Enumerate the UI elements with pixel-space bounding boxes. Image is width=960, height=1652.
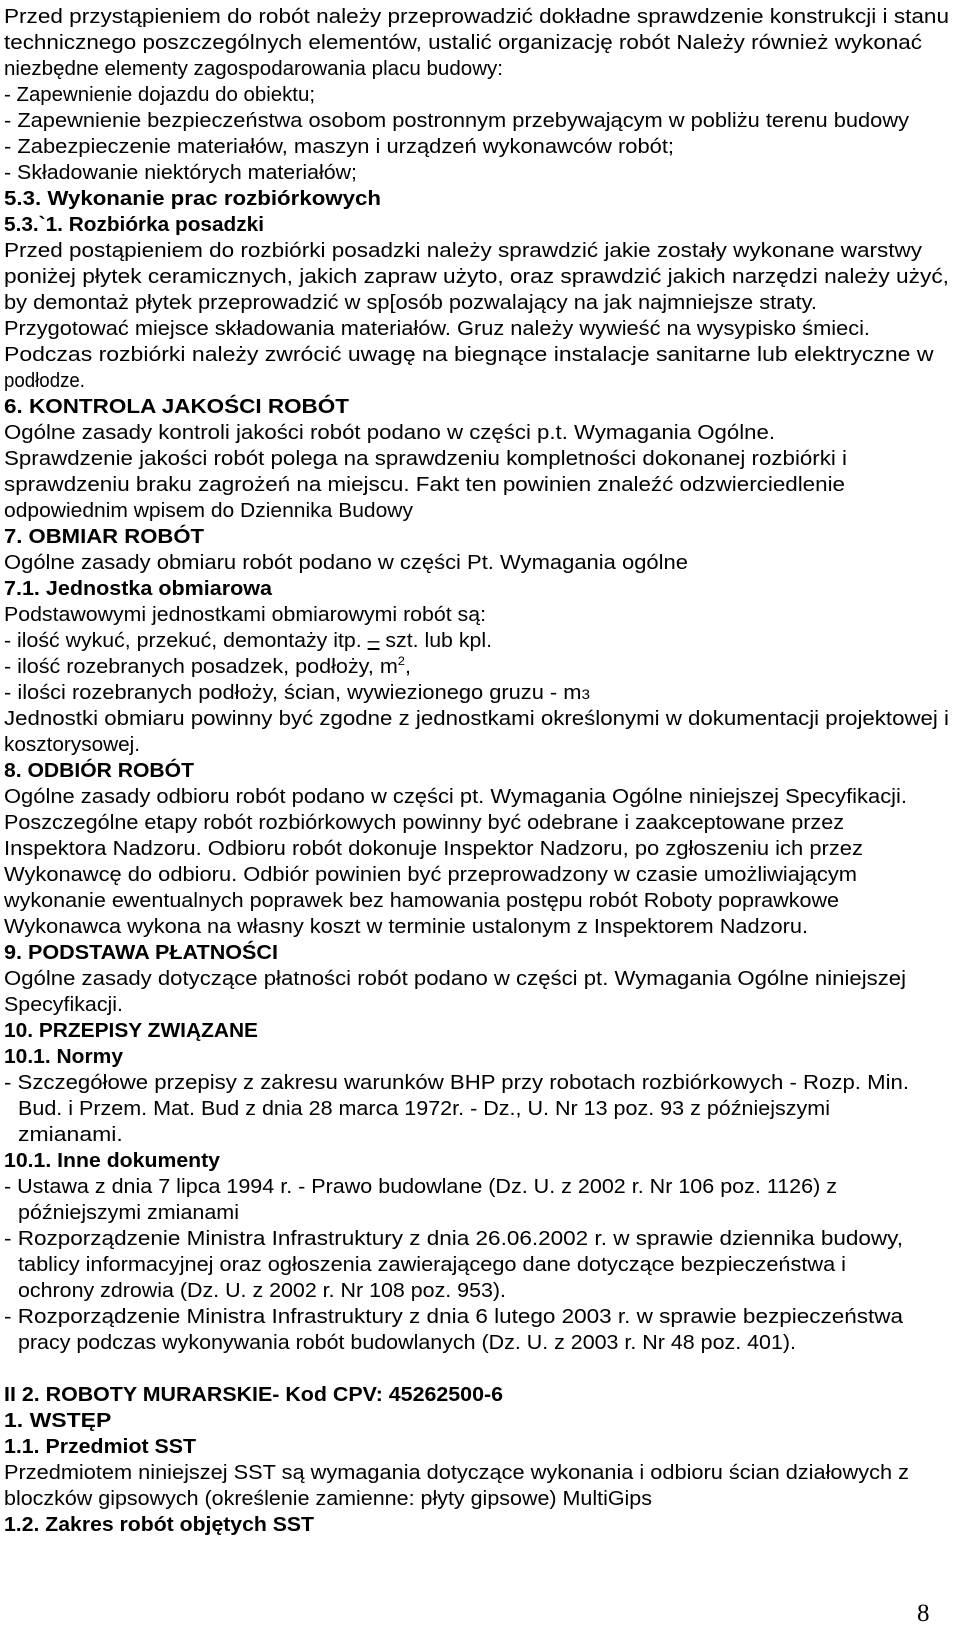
line-text: 8. ODBIÓR ROBÓT xyxy=(4,760,194,782)
line-text: 5.3. Wykonanie prac rozbiórkowych xyxy=(4,188,381,210)
section-heading xyxy=(4,576,272,602)
text-line xyxy=(4,420,775,446)
text-line xyxy=(4,992,123,1018)
text-line xyxy=(4,1174,837,1200)
line-text: Jednostki obmiaru powinny być zgodne z jednostkami określonymi w dokumentacji projektowej i xyxy=(4,708,949,730)
text-line xyxy=(4,966,906,992)
line-text: 10. PRZEPISY ZWIĄZANE xyxy=(4,1020,258,1042)
line-text: - ilości rozebranych podłoży, ścian, wywiezionego gruzu - m xyxy=(4,682,582,704)
line-text: 10.1. Inne dokumenty xyxy=(4,1150,220,1172)
section-heading xyxy=(4,1148,220,1174)
text-line xyxy=(4,1460,909,1486)
section-heading xyxy=(4,1044,123,1070)
line-text: Bud. i Przem. Mat. Bud z dnia 28 marca 1972r. - Dz., U. Nr 13 poz. 93 z późniejszymi xyxy=(18,1098,830,1120)
text-line xyxy=(4,1486,652,1512)
line-text: Przedmiotem niniejszej SST są wymagania dotyczące wykonania i odbioru ścian działowych z xyxy=(4,1462,909,1484)
page-number: 8 xyxy=(917,1600,930,1627)
line-text: 1.1. Przedmiot SST xyxy=(4,1436,196,1458)
line-text: - Zapewnienie dojazdu do obiektu; xyxy=(4,84,315,106)
line-text: późniejszymi zmianami xyxy=(18,1202,239,1224)
line-text: Specyfikacji. xyxy=(4,994,123,1016)
text-line xyxy=(4,654,411,680)
line-text: 7.1. Jednostka obmiarowa xyxy=(4,578,272,600)
text-line xyxy=(4,1226,903,1252)
text-line xyxy=(4,342,933,368)
line-text: by demontaż płytek przeprowadzić w sp[osób pozwalający na jak najmniejsze straty. xyxy=(4,292,817,314)
line-text: Inspektora Nadzoru. Odbioru robót dokonuje Inspektor Nadzoru, po zgłoszeniu ich przez xyxy=(4,838,863,860)
line-text: - Składowanie niektórych materiałów; xyxy=(4,162,357,184)
line-text: - Zapewnienie bezpieczeństwa osobom postronnym przebywającym w pobliżu terenu budowy xyxy=(4,110,909,132)
text-line xyxy=(4,836,863,862)
text-line xyxy=(4,1304,903,1330)
text-line xyxy=(4,628,492,654)
line-text: II 2. ROBOTY MURARSKIE- Kod CPV: 45262500-6 xyxy=(4,1384,504,1406)
line-text: 7. OBMIAR ROBÓT xyxy=(4,526,204,548)
text-line xyxy=(4,810,844,836)
text-line xyxy=(4,446,847,472)
line-text: Ogólne zasady obmiaru robót podano w części Pt. Wymagania ogólne xyxy=(4,552,688,574)
line-text-tail: , xyxy=(405,656,411,678)
text-line xyxy=(4,290,817,316)
line-text: Ogólne zasady dotyczące płatności robót podano w części pt. Wymagania Ogólne niniejszej xyxy=(4,968,906,990)
section-heading xyxy=(4,1018,258,1044)
text-line xyxy=(4,238,922,264)
line-text: - Rozporządzenie Ministra Infrastruktury z dnia 6 lutego 2003 r. w sprawie bezpieczeństwa xyxy=(4,1306,903,1328)
text-line xyxy=(4,862,857,888)
text-line xyxy=(4,368,85,394)
section-heading xyxy=(4,758,194,784)
line-text: sprawdzeniu braku zagrożeń na miejscu. Fakt ten powinien znaleźć odzwierciedlenie xyxy=(4,474,845,496)
line-text: - Ustawa z dnia 7 lipca 1994 r. - Prawo budowlane (Dz. U. z 2002 r. Nr 106 poz. 1126) z xyxy=(4,1176,837,1198)
text-line xyxy=(4,550,688,576)
line-text: 1.2. Zakres robót objętych SST xyxy=(4,1514,314,1536)
section-heading xyxy=(4,212,264,238)
line-text: - ilość rozebranych posadzek, podłoży, m xyxy=(4,656,398,678)
line-text: Wykonawcę do odbioru. Odbiór powinien być przeprowadzony w czasie umożliwiającym xyxy=(4,864,857,886)
line-text: 10.1. Normy xyxy=(4,1046,123,1068)
section-heading xyxy=(4,524,204,550)
section-heading xyxy=(4,394,349,420)
text-line xyxy=(4,82,315,108)
text-line xyxy=(4,784,907,810)
line-text: niezbędne elementy zagospodarowania placu budowy: xyxy=(4,58,503,80)
line-text: podłodze. xyxy=(4,370,85,392)
text-line xyxy=(4,602,486,628)
line-text: Ogólne zasady odbioru robót podano w części pt. Wymagania Ogólne niniejszej Specyfikacji. xyxy=(4,786,908,808)
line-text: 6. KONTROLA JAKOŚCI ROBÓT xyxy=(4,396,350,418)
text-line xyxy=(4,498,413,524)
line-text: Przed postąpieniem do rozbiórki posadzki należy sprawdzić jakie zostały wykonane warstwy xyxy=(4,240,922,262)
text-line xyxy=(4,4,949,30)
text-line xyxy=(18,1278,506,1304)
line-text-tail: szt. lub kpl. xyxy=(379,630,492,652)
line-text: - Zabezpieczenie materiałów, maszyn i urządzeń wykonawców robót; xyxy=(4,136,674,158)
text-line xyxy=(4,706,949,732)
text-line xyxy=(4,888,839,914)
text-line xyxy=(4,108,909,134)
text-line xyxy=(4,680,590,707)
text-line xyxy=(4,316,870,342)
line-text: kosztorysowej. xyxy=(4,734,140,756)
section-heading xyxy=(4,1408,111,1434)
section-heading xyxy=(4,186,381,212)
line-text: wykonanie ewentualnych poprawek bez hamowania postępu robót Roboty poprawkowe xyxy=(4,890,839,912)
line-text: 5.3.`1. Rozbiórka posadzki xyxy=(4,214,264,236)
line-text: technicznego poszczególnych elementów, ustalić organizację robót Należy również wykonać xyxy=(4,32,922,54)
line-text: zmianami. xyxy=(18,1124,123,1146)
section-heading xyxy=(4,1434,196,1460)
line-text: - ilość wykuć, przekuć, demontaży itp. xyxy=(4,630,368,652)
text-line xyxy=(4,914,808,940)
line-text: odpowiednim wpisem do Dziennika Budowy xyxy=(4,500,413,522)
underlined-dash: – xyxy=(367,630,380,652)
text-line xyxy=(18,1252,846,1278)
text-line xyxy=(4,160,357,186)
line-text: Podczas rozbiórki należy zwrócić uwagę na biegnące instalacje sanitarne lub elektryczne w xyxy=(4,344,934,366)
line-text: Wykonawca wykona na własny koszt w terminie ustalonym z Inspektorem Nadzoru. xyxy=(4,916,808,938)
line-text: 9. PODSTAWA PŁATNOŚCI xyxy=(4,942,278,964)
line-text: bloczków gipsowych (określenie zamienne: płyty gipsowe) MultiGips xyxy=(4,1488,652,1510)
line-text: Sprawdzenie jakości robót polega na sprawdzeniu kompletności dokonanej rozbiórki i xyxy=(4,448,847,470)
text-line xyxy=(4,1070,909,1096)
text-line xyxy=(4,134,674,160)
line-text: Poszczególne etapy robót rozbiórkowych powinny być odebrane i zaakceptowane przez xyxy=(4,812,844,834)
line-text: - Rozporządzenie Ministra Infrastruktury z dnia 26.06.2002 r. w sprawie dziennika budowy, xyxy=(4,1228,903,1250)
line-text: Przed przystąpieniem do robót należy przeprowadzić dokładne sprawdzenie konstrukcji i stanu xyxy=(4,6,949,28)
line-text: Ogólne zasady kontroli jakości robót podano w części p.t. Wymagania Ogólne. xyxy=(4,422,775,444)
section-heading xyxy=(4,1382,503,1408)
text-line xyxy=(4,56,503,82)
line-text: Przygotować miejsce składowania materiałów. Gruz należy wywieść na wysypisko śmieci. xyxy=(4,318,870,340)
text-line xyxy=(4,472,845,498)
text-line xyxy=(4,264,949,290)
superscript: 2 xyxy=(397,654,406,668)
text-line xyxy=(4,30,922,56)
text-line xyxy=(18,1122,123,1148)
section-heading xyxy=(4,940,278,966)
text-line xyxy=(18,1096,830,1122)
line-text: tablicy informacyjnej oraz ogłoszenia zawierającego dane dotyczące bezpieczeństwa i xyxy=(18,1254,847,1276)
line-text: Podstawowymi jednostkami obmiarowymi robót są: xyxy=(4,604,486,626)
text-line xyxy=(18,1200,239,1226)
line-text: poniżej płytek ceramicznych, jakich zapraw użyto, oraz sprawdzić jakich narzędzi należy użyć, xyxy=(4,266,949,288)
line-text: 1. WSTĘP xyxy=(4,1410,112,1432)
line-text: pracy podczas wykonywania robót budowlanych (Dz. U. z 2003 r. Nr 48 poz. 401). xyxy=(18,1332,796,1354)
text-line xyxy=(4,732,140,758)
line-text: ochrony zdrowia (Dz. U. z 2002 r. Nr 108 poz. 953). xyxy=(18,1280,506,1302)
unit-exponent: 3 xyxy=(581,686,590,702)
line-text: - Szczegółowe przepisy z zakresu warunków BHP przy robotach rozbiórkowych - Rozp. Min. xyxy=(4,1072,910,1094)
text-line xyxy=(18,1330,796,1356)
section-heading xyxy=(4,1512,314,1538)
